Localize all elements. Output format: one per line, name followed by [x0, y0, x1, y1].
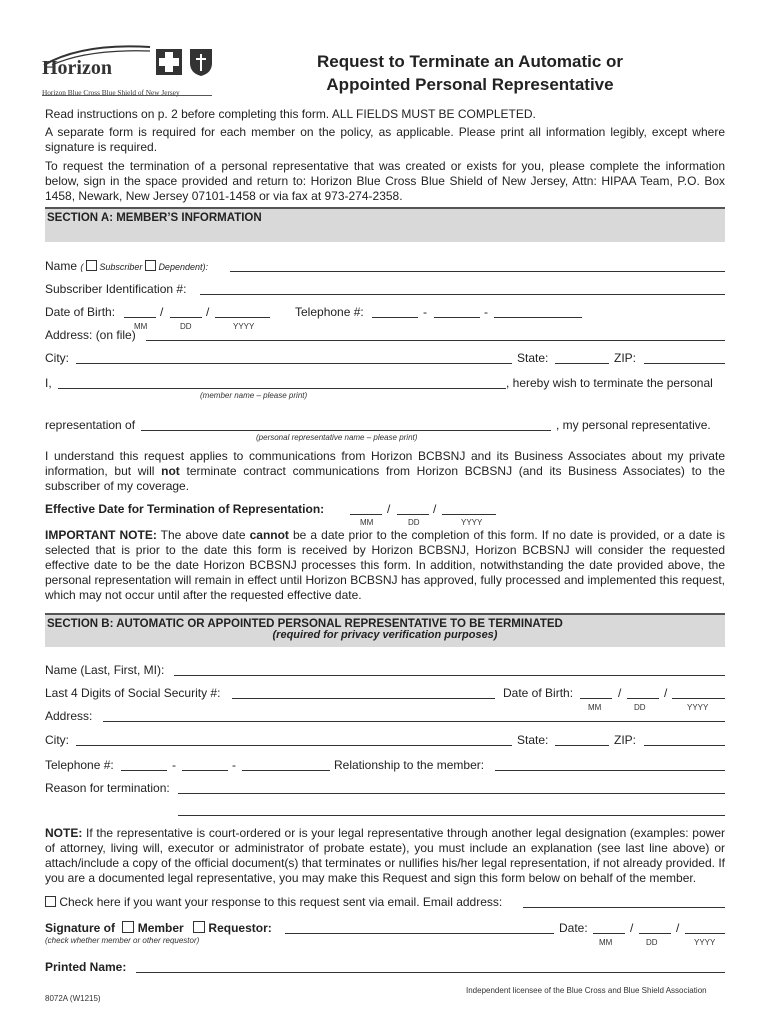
rep-city-label: City: [45, 733, 69, 747]
rep-telephone-label: Telephone #: [45, 758, 114, 772]
form-title [290, 50, 650, 96]
subscriber-id-label: Subscriber Identification #: [45, 282, 187, 296]
member-zip-field[interactable] [644, 363, 725, 364]
intro-paragraph-2: A separate form is required for each member on the policy, as applicable. Please print all information legibly, except where signature is required. [45, 125, 725, 154]
rep-state-label: State: [517, 733, 549, 747]
effective-dd-field[interactable] [397, 514, 429, 515]
horizon-logo [42, 45, 214, 95]
rep-zip-field[interactable] [644, 745, 725, 746]
i-label: I, [45, 376, 52, 390]
sig-date-dd-field[interactable] [639, 933, 671, 934]
rep-dob-mm-field[interactable] [580, 698, 612, 699]
rep-dob-yyyy-field[interactable] [672, 698, 725, 699]
eff-yyyy-hint: YYYY [461, 518, 483, 527]
subscriber-checkbox[interactable] [86, 260, 97, 271]
member-print-name-field[interactable] [58, 388, 506, 389]
sig-yyyy-hint: YYYY [694, 938, 716, 947]
reason-field-line-1[interactable] [178, 793, 725, 794]
rep-dob-slash-1: / [618, 686, 622, 700]
rep-phone-prefix-field[interactable] [182, 770, 228, 771]
intro-paragraph-3: To request the termination of a personal representative that was created or exists for you, please complete the information below, sign in the space provided and return to: Horizon Blue Cross Blue Shield of New Jersey, Attn: HIPAA Team, P.O. Box 1458, Newark, New Jersey 07101-1458 or via fax at 973-274-2358. [45, 159, 725, 203]
section-b-subtitle: (required for privacy verification purposes) [272, 629, 498, 641]
dob-dd-hint: DD [180, 322, 192, 331]
member-phone-area-field[interactable] [372, 317, 418, 318]
sig-mm-hint: MM [599, 938, 613, 947]
hereby-text: , hereby wish to terminate the personal [506, 376, 713, 390]
representation-of-label: representation of [45, 418, 136, 432]
requestor-option-label: Requestor: [208, 921, 272, 935]
bcbs-cross-icon [156, 49, 182, 75]
member-dob-label: Date of Birth: [45, 305, 116, 319]
dob-yyyy-hint: YYYY [233, 322, 255, 331]
sig-date-yyyy-field[interactable] [685, 933, 725, 934]
reason-label: Reason for termination: [45, 781, 170, 795]
check-hint: (check whether member or other requestor) [45, 936, 200, 945]
rep-name-hint: (personal representative name – please print) [256, 433, 418, 442]
ssn-field[interactable] [232, 698, 495, 699]
bcbs-shield-icon [188, 47, 214, 77]
rep-state-field[interactable] [555, 745, 609, 746]
rep-address-label: Address: [45, 709, 93, 723]
printed-name-field[interactable] [136, 972, 725, 973]
member-phone-prefix-field[interactable] [434, 317, 480, 318]
intro-paragraph-1: Read instructions on p. 2 before completing this form. ALL FIELDS MUST BE COMPLETED. [45, 107, 536, 121]
dob-slash-2: / [206, 305, 210, 319]
section-a-title: SECTION A: MEMBER’S INFORMATION [47, 212, 262, 224]
eff-dd-hint: DD [408, 518, 420, 527]
rep-zip-label: ZIP: [614, 733, 637, 747]
effective-yyyy-field[interactable] [442, 514, 496, 515]
rep-dob-label: Date of Birth: [503, 686, 574, 700]
relationship-label: Relationship to the member: [334, 758, 485, 772]
email-checkbox[interactable] [45, 896, 56, 907]
sig-date-slash-1: / [630, 921, 634, 935]
title-line-1: Request to Terminate an Automatic or [316, 52, 624, 71]
ssn-label: Last 4 Digits of Social Security #: [45, 686, 221, 700]
eff-mm-hint: MM [360, 518, 374, 527]
rep-phone-area-field[interactable] [121, 770, 167, 771]
email-address-field[interactable] [523, 907, 725, 908]
rep-phone-dash-1: - [172, 758, 176, 772]
phone-dash-2: - [484, 305, 488, 319]
dob-slash-1: / [160, 305, 164, 319]
member-phone-line-field[interactable] [494, 317, 582, 318]
sig-date-slash-2: / [676, 921, 680, 935]
logo-subtitle: Horizon Blue Cross Blue Shield of New Jersey [42, 88, 180, 97]
subscriber-option-label: Subscriber [99, 262, 143, 272]
member-telephone-label: Telephone #: [295, 305, 364, 319]
member-option-label: Member [137, 921, 184, 935]
rep-address-field[interactable] [103, 721, 725, 722]
email-check-row [45, 895, 502, 909]
rep-phone-line-field[interactable] [242, 770, 330, 771]
member-state-field[interactable] [555, 363, 609, 364]
eff-slash-2: / [433, 502, 437, 516]
rep-dob-yyyy-hint: YYYY [687, 703, 709, 712]
sig-dd-hint: DD [646, 938, 658, 947]
rep-dob-dd-hint: DD [634, 703, 646, 712]
section-b-header [45, 613, 725, 647]
member-address-label: Address: (on file) [45, 328, 136, 342]
phone-dash-1: - [423, 305, 427, 319]
member-checkbox[interactable] [122, 921, 134, 933]
title-line-2: Appointed Personal Representative [326, 75, 614, 94]
form-code: 8072A (W1215) [45, 994, 101, 1003]
dependent-option-label: Dependent): [158, 262, 208, 272]
rep-city-field[interactable] [76, 745, 512, 746]
printed-name-label: Printed Name: [45, 960, 127, 974]
member-name-field[interactable] [230, 271, 725, 272]
signature-field[interactable] [285, 933, 554, 934]
signature-row: Signature of Member Requestor: [45, 921, 272, 935]
member-dob-dd-field[interactable] [170, 317, 202, 318]
member-state-label: State: [517, 351, 549, 365]
sig-date-mm-field[interactable] [593, 933, 625, 934]
effective-date-label: Effective Date for Termination of Representation: [45, 502, 325, 516]
member-dob-mm-field[interactable] [124, 317, 156, 318]
subscriber-id-field[interactable] [200, 294, 725, 295]
section-b-title: SECTION B: AUTOMATIC OR APPOINTED PERSONAL REPRESENTATIVE TO BE TERMINATED [47, 618, 563, 630]
eff-slash-1: / [387, 502, 391, 516]
note-paragraph: NOTE: If the representative is court-ordered or is your legal representative through another legal designation (examples: power of attorney, living will, executor or administrator of probate estate), you must include an explanation (see last line above) or attach/include a copy of the official document(s) that terminates or nullifies his/her legal representation, if not already provided. If you are a documented legal representative, you may make this Request and sign this form below on behalf of the member. [45, 826, 725, 885]
rep-name-field[interactable] [174, 675, 725, 676]
signature-date-label: Date: [559, 921, 588, 935]
relationship-field[interactable] [495, 770, 725, 771]
member-city-field[interactable] [76, 363, 512, 364]
rep-dob-dd-field[interactable] [627, 698, 659, 699]
understand-paragraph: I understand this request applies to communications from Horizon BCBSNJ and its Business Associates about my private information, but will not terminate contract communications from Horizon BCBSNJ (and its Business Associates) to the subscriber of my coverage. [45, 449, 726, 493]
member-address-field[interactable] [146, 340, 725, 341]
member-city-label: City: [45, 351, 69, 365]
important-note-paragraph: IMPORTANT NOTE: The above date cannot be a date prior to the completion of this form. If no date is provided, or a date is selected that is prior to the date this form is received by Horizon BCBSNJ, Horizon BCBSNJ will consider the requested effective date to be the date Horizon BCBSNJ processes this form. In addition, notwithstanding the date provided above, the personal representation will remain in effect until Horizon BCBSNJ has approved, fully processed and implemented this request, which may not occur until after the requested effective date. [45, 528, 725, 602]
dob-mm-hint: MM [134, 322, 148, 331]
dependent-checkbox[interactable] [145, 260, 156, 271]
member-name-label: Name ( Subscriber Dependent): [45, 259, 208, 273]
reason-field-line-2[interactable] [178, 815, 725, 816]
member-zip-label: ZIP: [614, 351, 637, 365]
rep-dob-slash-2: / [664, 686, 668, 700]
rep-phone-dash-2: - [232, 758, 236, 772]
section-a-header [45, 207, 725, 242]
licensee-text: Independent licensee of the Blue Cross and Blue Shield Association [466, 986, 707, 995]
my-rep-text: , my personal representative. [556, 418, 711, 432]
requestor-checkbox[interactable] [193, 921, 205, 933]
effective-mm-field[interactable] [350, 514, 382, 515]
rep-print-name-field[interactable] [141, 430, 551, 431]
rep-dob-mm-hint: MM [588, 703, 602, 712]
email-check-label: Check here if you want your response to this request sent via email. Email address: [59, 895, 503, 909]
header-divider [42, 95, 212, 96]
member-name-hint: (member name – please print) [200, 391, 308, 400]
member-dob-yyyy-field[interactable] [215, 317, 270, 318]
logo-wordmark: Horizon [42, 57, 112, 79]
rep-name-label: Name (Last, First, MI): [45, 663, 165, 677]
